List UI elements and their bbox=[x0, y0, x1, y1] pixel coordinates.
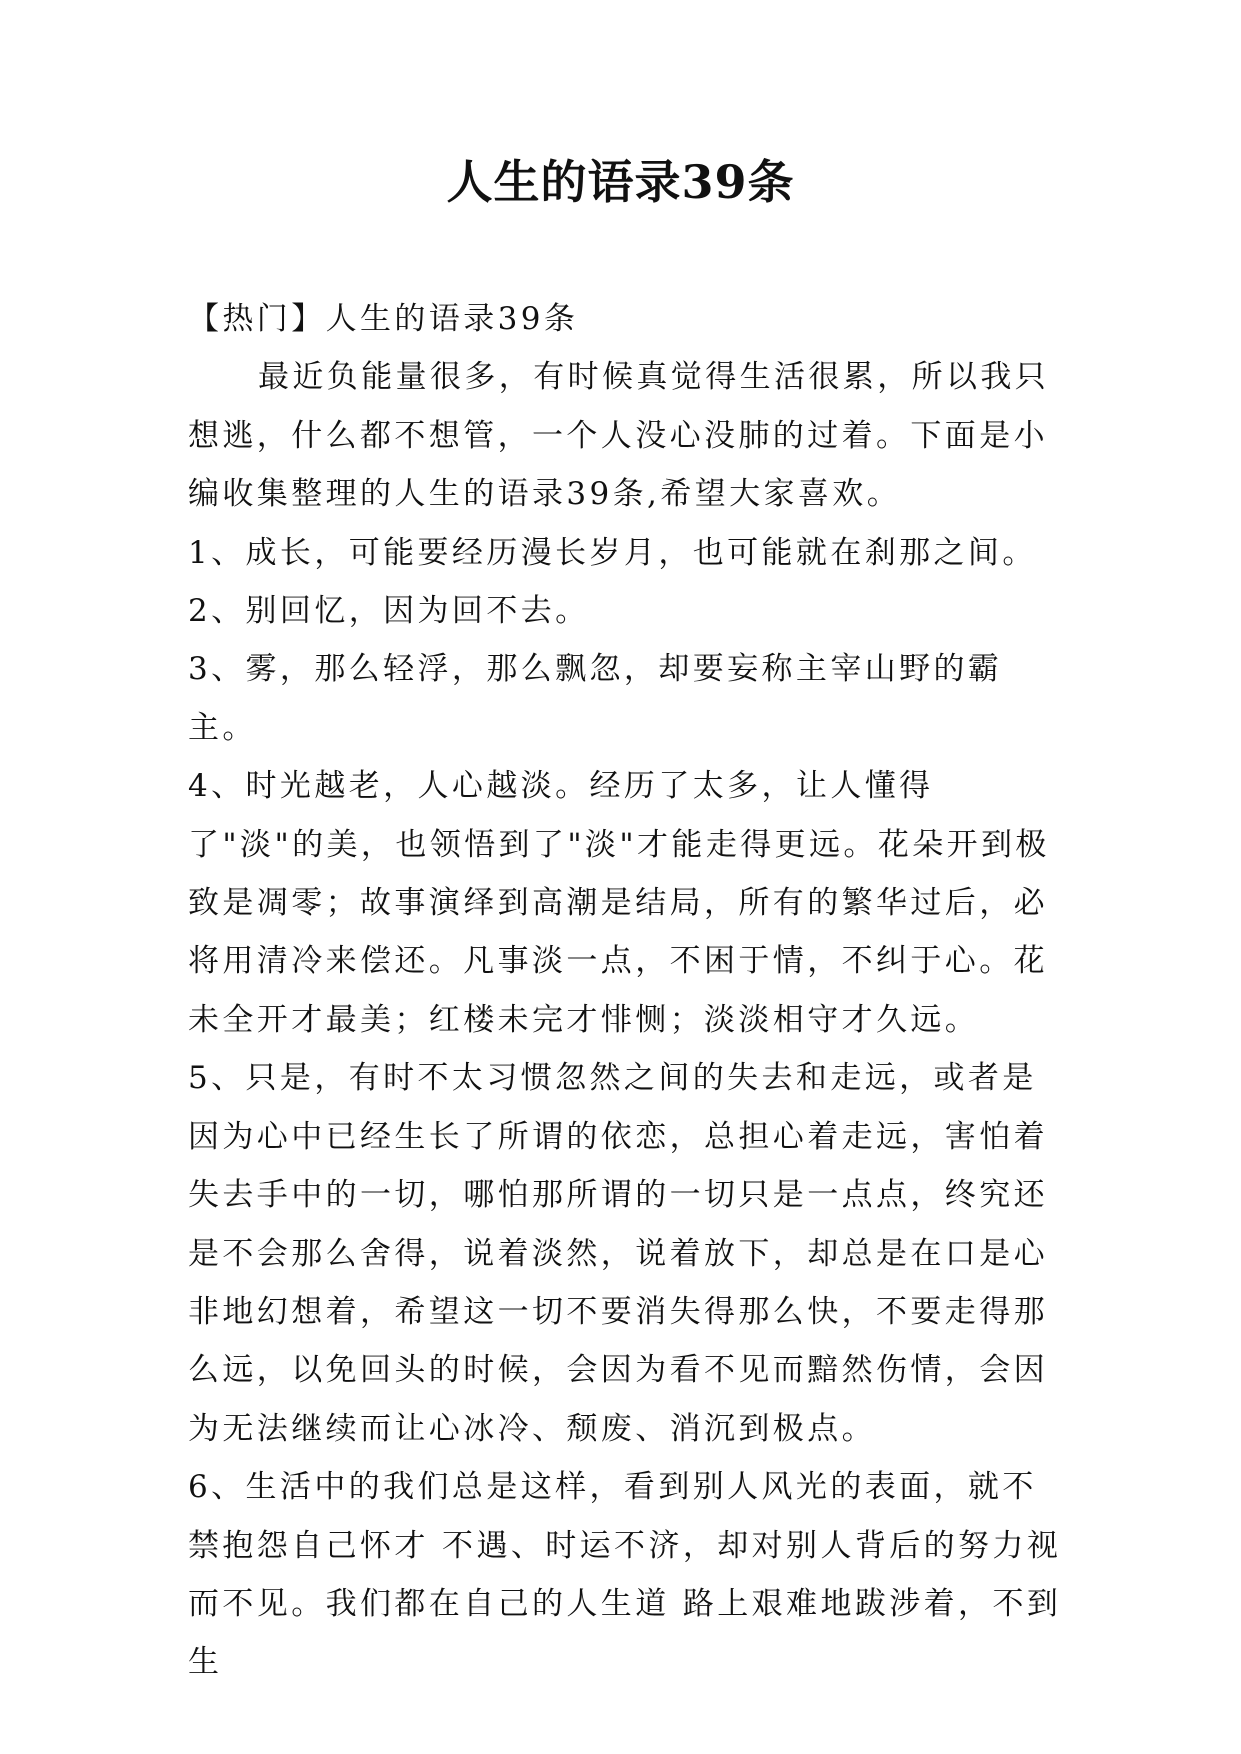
document-title: 人生的语录39条 bbox=[446, 155, 795, 209]
quote-item-3: 3、雾，那么轻浮，那么飘忽，却要妄称主宰山野的霸主。 bbox=[188, 651, 1003, 746]
quote-item-4: 4、时光越老，人心越淡。经历了太多，让人懂得了"淡"的美，也领悟到了"淡"才能走得更远。花朵开到极致是凋零；故事演绎到高潮是结局，所有的繁华过后，必将用清冷来偿还。凡事淡一点，不困于情，不纠于心。花未全开才最美；红楼未完才悱恻；淡淡相守才久远。 bbox=[188, 768, 1050, 1038]
intro-paragraph: 最近负能量很多，有时候真觉得生活很累，所以我只想逃，什么都不想管，一个人没心没肺的过着。下面是小编收集整理的人生的语录39条,希望大家喜欢。 bbox=[188, 359, 1050, 513]
quote-item-1: 1、成长，可能要经历漫长岁月，也可能就在刹那之间。 bbox=[188, 534, 1037, 571]
quote-item-5: 5、只是，有时不太习惯忽然之间的失去和走远，或者是因为心中已经生长了所谓的依恋，总担心着走远，害怕着失去手中的一切，哪怕那所谓的一切只是一点点，终究还是不会那么舍得，说着淡然，说着放下，却总是在口是心非地幻想着，希望这一切不要消失得那么快，不要走得那么远，以免回头的时候，会因为看不见而黯然伤情，会因为无法继续而让心冰冷、颓废、消沉到极点。 bbox=[188, 1060, 1048, 1447]
document-subtitle: 【热门】人生的语录39条 bbox=[188, 301, 579, 337]
quote-item-6: 6、生活中的我们总是这样，看到别人风光的表面，就不禁抱怨自己怀才 不遇、时运不济，却对别人背后的努力视而不见。我们都在自己的人生道 路上艰难地跋涉着，不到生 bbox=[188, 1469, 1062, 1681]
document-body bbox=[188, 290, 1068, 1692]
quote-item-2: 2、别回忆，因为回不去。 bbox=[188, 593, 590, 630]
